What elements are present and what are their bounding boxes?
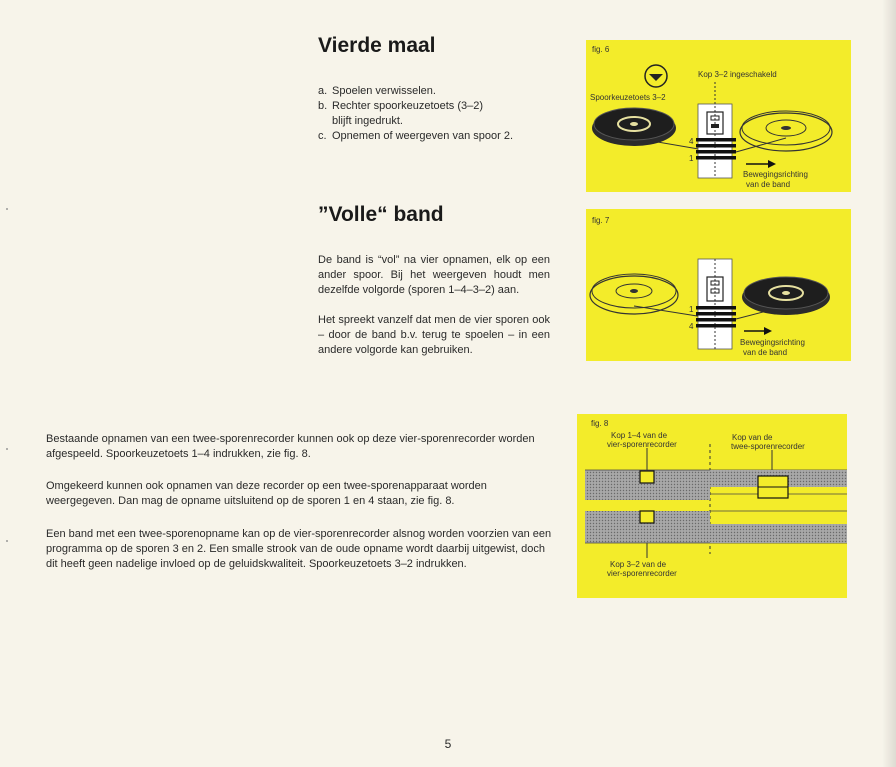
list-marker: c. — [318, 130, 327, 142]
right-reel-icon — [742, 277, 830, 315]
margin-mark — [6, 540, 8, 542]
tape-track-4 — [710, 524, 847, 543]
label-head-1-4: Kop 1–4 van de — [611, 431, 668, 440]
direction-arrow-icon — [746, 160, 776, 168]
page-number: 5 — [444, 737, 452, 751]
list-marker: a. — [318, 85, 328, 97]
track-number: 4 — [689, 322, 694, 331]
label-direction: van de band — [746, 180, 791, 189]
margin-mark — [6, 208, 8, 210]
track-number: 1 — [689, 154, 694, 163]
paragraph: Het spreekt vanzelf dat men de vier sporen ook – door de band b.v. terug te spoelen – in een andere volgorde kan gebruiken. — [318, 314, 550, 356]
steps-list — [318, 84, 558, 144]
page-spine-shadow — [882, 0, 896, 767]
label-head-3-2: Kop 3–2 van de — [610, 560, 667, 569]
list-text: Rechter spoorkeuzetoets (3–2) — [332, 100, 484, 112]
figure-caption: fig. 6 — [592, 45, 610, 54]
label-head-1-4: vier-sporenrecorder — [607, 440, 677, 449]
track-key-icon — [645, 65, 667, 87]
figure-8 — [577, 414, 847, 598]
list-text: Spoelen verwisselen. — [332, 85, 436, 97]
head-icon — [640, 471, 654, 483]
label-track-key: Spoorkeuzetoets 3–2 — [590, 93, 666, 102]
label-head-two-track: twee-sporenrecorder — [731, 442, 805, 451]
margin-mark — [6, 448, 8, 450]
direction-arrow-icon — [744, 327, 772, 335]
paragraph: De band is “vol” na vier opnamen, elk op een ander spoor. Bij het weergeven houdt men dezelfde volgorde (sporen 1–4–3–2) aan. — [318, 254, 550, 296]
label-head-engaged: Kop 3–2 ingeschakeld — [698, 70, 777, 79]
paragraph: Omgekeerd kunnen ook opnamen van deze recorder op een twee-sporenapparaat worden weergegeven. Dan mag de opname uitsluitend op de sporen 1 en 4 staan, zie fig. 8. — [46, 480, 487, 507]
head-icon — [640, 511, 654, 523]
figure-caption: fig. 7 — [592, 216, 610, 225]
left-reel-icon — [590, 274, 678, 314]
track-number: 4 — [689, 137, 694, 146]
head-icon — [758, 476, 788, 498]
right-reel-icon — [740, 111, 832, 151]
label-direction: Bewegingsrichting — [743, 170, 808, 179]
list-item — [318, 129, 558, 144]
list-marker: b. — [318, 100, 328, 112]
left-reel-icon — [592, 108, 676, 146]
label-head-two-track: Kop van de — [732, 433, 773, 442]
list-item — [318, 84, 558, 99]
section-title-volle-band: ”Volle“ band — [318, 203, 444, 226]
figure-7-drawing — [586, 209, 851, 361]
figure-6 — [586, 40, 851, 192]
figure-caption: fig. 8 — [591, 419, 609, 428]
track-number: 1 — [689, 305, 694, 314]
list-text-continued: blijft ingedrukt. — [332, 115, 403, 127]
label-head-3-2: vier-sporenrecorder — [607, 569, 677, 578]
label-direction: van de band — [743, 348, 788, 357]
paragraph: Een band met een twee-sporenopname kan op de vier-sporenrecorder alsnog worden voorzien van een programma op de sporen 3 en 2. Een smalle strook van de oude opname wordt daarbij uitgewist, doch dit heeft geen nadelige invloed op de geluidskwaliteit. Spoorkeuzetoets 3–2 indrukken. — [46, 528, 552, 570]
paragraph: Bestaande opnamen van een twee-sporenrecorder kunnen ook op deze vier-sporenrecorder worden afgespeeld. Spoorkeuzetoets 1–4 indrukken, zie fig. 8. — [46, 433, 535, 460]
figure-8-drawing — [577, 414, 847, 598]
figure-7 — [586, 209, 851, 361]
figure-6-drawing — [586, 40, 851, 192]
section-title-vierde-maal: Vierde maal — [318, 34, 436, 57]
list-text: Opnemen of weergeven van spoor 2. — [332, 130, 514, 142]
label-direction: Bewegingsrichting — [740, 338, 805, 347]
list-item — [318, 99, 558, 129]
